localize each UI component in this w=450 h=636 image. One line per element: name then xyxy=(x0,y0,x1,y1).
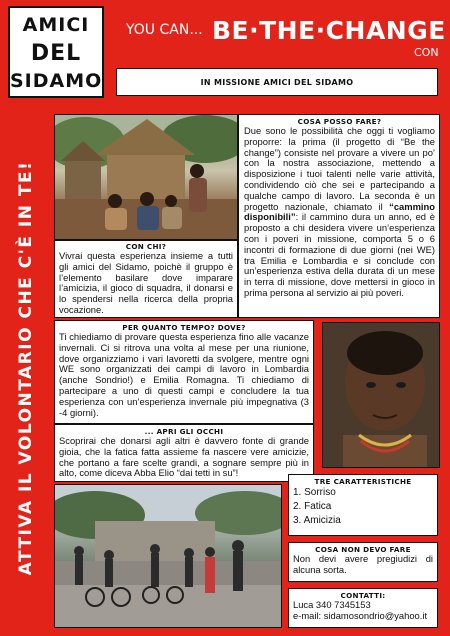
logo-line-3: SIDAMO xyxy=(10,70,103,92)
caratteristica-item-2: 2. Fatica xyxy=(293,501,332,512)
section-cosa-non-devo-fare xyxy=(288,542,438,582)
slogan-header xyxy=(124,10,446,62)
contatti-phone: Luca 340 7345153 xyxy=(293,599,371,610)
caratteristica-item-3: 3. Amicizia xyxy=(293,515,341,526)
logo-amici-del-sidamo xyxy=(8,6,104,98)
cosa-posso-text-a: Due sono le possibilità che oggi ti vogliamo proporre: la prima (il progetto di “Be the change”) consiste nel provare a vivere un po’ con la nostra associazione, mettendo a disposizione i tuoi talenti nelle varie attività, condividendo ciò che sei e partecipando a qualche campo di lavoro. La seconda è un progetto nazionale, chiamato il xyxy=(244,125,435,212)
logo-line-2: DEL xyxy=(30,41,82,66)
photo-boy-portrait xyxy=(322,322,440,468)
apri-occhi-text: Scoprirai che donarsi agli altri è davvero fonte di grande gioia, che la fatica fatta assieme fa nascere vere amicizie, che portano a fare scelte grandi, a sognare sempre più in alto, come diceva Abba Elio “dai tetti in su”! xyxy=(59,435,309,479)
caratteristica-item-1: 1. Sorriso xyxy=(293,487,336,498)
contatti-title: CONTATTI: xyxy=(340,591,386,600)
tre-caratteristiche-title: TRE CARATTERISTICHE xyxy=(314,477,412,486)
non-devo-text: Non devi avere pregiudizi di alcuna sorta. xyxy=(293,553,433,575)
photo-boy-portrait-image xyxy=(323,323,440,468)
slogan-be-the-change: BE·THE·CHANGE xyxy=(212,16,446,45)
quanto-tempo-text: Ti chiediamo di provare questa esperienza fino alle vacanze invernali. Ci si ritrova una volta al mese per una riunione, dove organizziamo i vari lavoretti da svolgere, mentre ogni WE sono organizzati dei campi di lavoro in Lombardia (anche Sondrio!) e Emilia Romagna. Ti chiediamo di partecipare a uno di questi campi e concludere la tua esperienza con un’esperienza invernale più impegnativa (3 -4 giorni). xyxy=(59,331,309,418)
slogan-con: CON xyxy=(414,46,439,59)
section-apri-gli-occhi xyxy=(54,424,314,482)
non-devo-title: COSA NON DEVO FARE xyxy=(315,545,411,554)
apri-occhi-title: ... APRI GLI OCCHI xyxy=(144,427,224,436)
section-con-chi xyxy=(54,240,238,318)
logo-line-1: AMICI xyxy=(22,14,90,36)
cosa-posso-title: COSA POSSO FARE? xyxy=(297,117,382,126)
cosa-posso-text-bold: “cammino disponibili” xyxy=(244,200,435,223)
section-per-quanto-tempo xyxy=(54,320,314,424)
slogan-you-can: YOU CAN... xyxy=(126,22,203,38)
vertical-slogan xyxy=(4,108,48,628)
photo-group-outdoors-image xyxy=(55,485,282,628)
vertical-slogan-text: ATTIVA IL VOLONTARIO CHE C'È IN TE! xyxy=(16,160,36,576)
photo-children-hut xyxy=(54,114,238,240)
photo-children-hut-image xyxy=(55,115,238,240)
section-tre-caratteristiche xyxy=(288,474,438,536)
cosa-posso-text xyxy=(244,126,435,299)
contatti-email[interactable]: e-mail: sidamosondrio@yahoo.it xyxy=(293,609,428,621)
subtitle-banner: IN MISSIONE AMICI DEL SIDAMO xyxy=(116,68,438,96)
cosa-posso-text-b: : il cammino dura un anno, ed è proposto a chi desidera vivere un’esperienza con i poveri in missione, comporta 5 o 6 incontri di formazione di due giorni (nei WE) tra Emilia e Lombardia e si conclude con un’esperienza estiva della durata di un mese in terra di missione, dove mettersi in gioco in prima persona al servizio ai più poveri. xyxy=(244,211,435,298)
con-chi-text: Vivrai questa esperienza insieme a tutti gli amici del Sidamo, poichè il gruppo è l’elemento basilare dove imparare l’amicizia, il gioco di squadra, il donarsi e lo spendersi nella ricerca della propria vocazione. xyxy=(59,250,233,315)
section-contatti xyxy=(288,588,438,628)
con-chi-title: CON CHI? xyxy=(125,242,167,251)
quanto-tempo-title: PER QUANTO TEMPO? DOVE? xyxy=(122,323,246,332)
section-cosa-posso-fare xyxy=(238,114,440,318)
photo-group-outdoors xyxy=(54,484,282,628)
